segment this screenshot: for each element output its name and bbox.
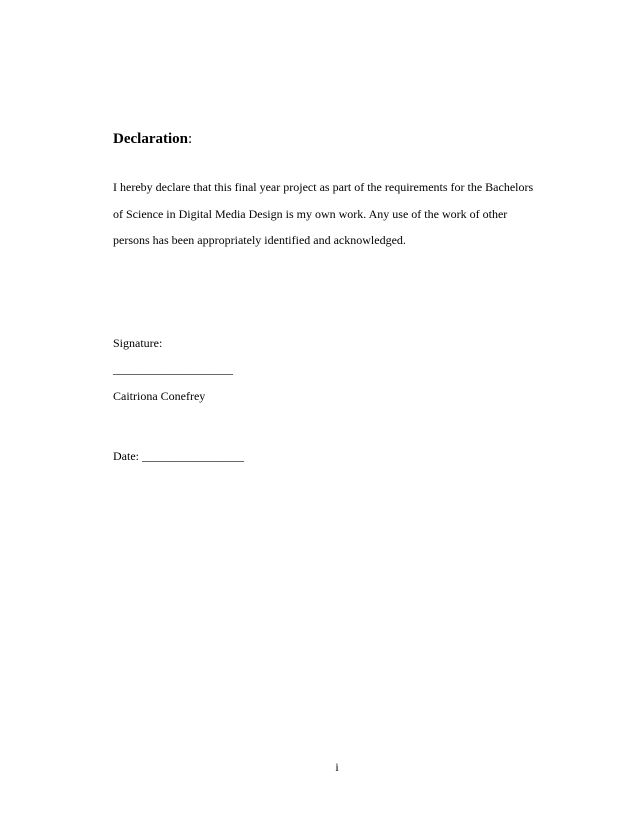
- declaration-heading: [113, 130, 192, 148]
- declaration-paragraph-line-3: persons has been appropriately identified and acknowledged.: [113, 233, 406, 247]
- signatory-name: Caitriona Conefrey: [113, 389, 206, 403]
- date-line: Date: _________________: [113, 449, 244, 463]
- declaration-paragraph-line-2: of Science in Digital Media Design is my own work. Any use of the work of other: [113, 207, 508, 221]
- signature-label: Signature:: [113, 336, 163, 350]
- signature-line: ____________________: [113, 362, 233, 376]
- page-number: i: [335, 760, 339, 774]
- declaration-paragraph-line-1: I hereby declare that this final year project as part of the requirements for the Bachelors: [113, 180, 534, 194]
- declaration-title-colon: :: [187, 131, 193, 147]
- declaration-title: Declaration: [113, 131, 188, 147]
